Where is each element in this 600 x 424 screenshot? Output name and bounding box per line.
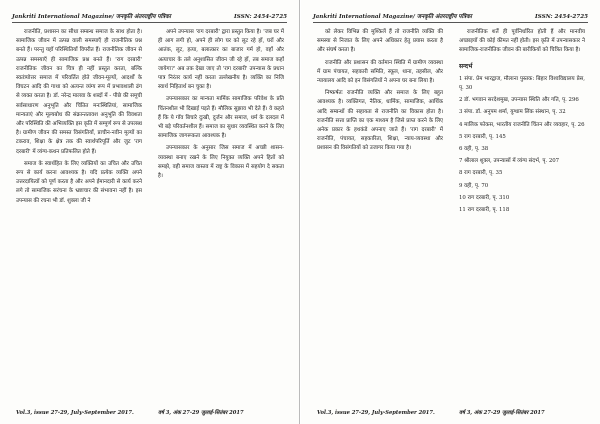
- paragraph: अपने उपन्यास 'राग दरबारी' द्वारा प्रस्तुत किया है। 'जब घर में ही आग लगी हो, अपने ही लोग घर को लूट रहे हों, घरों और आतंक, लूट, हत्या, बलात्कार का बाजार गर्म हो, वहाँ और अत्याचार के तले अनुशासित जीवन जी रहे हों, तब समाज कहाँ जायेगा?' अब तक देखा जाए तो 'राग दरबारी' उपन्यास के प्रधान पात्र निरंतर कार्य नहीं करता उल्लेखनीय है। व्यक्ति का निजि स्वार्थ निहितार्थ बन चुका है।: [158, 29, 284, 91]
- reference-item: 4 मालिक फोकस, भारतीय राजनीति चिंतन और व्यवहार, पृ. 26: [459, 121, 585, 128]
- footer-hindi: वर्ष 3, अंक 27-29 जुलाई-सितंबर 2017: [158, 410, 244, 416]
- journal-title: Jankriti International Magazine/ जनकृति अंतरराष्ट्रीय पत्रिका: [12, 14, 171, 20]
- paragraph: राजनीतिक शर्तें ही पूर्वनिर्धारित होती हैं और मानवीय अच्छाइयों की कोई कीमत नहीं होती। इस कृति में उपन्यासकार ने सामाजिक-राजनीतिक जीवन की बारीकियों को चित्रित किया है।: [459, 29, 585, 54]
- reference-item: 5 राग दरबारी, पृ. 145: [459, 133, 506, 140]
- references-list: [459, 75, 585, 215]
- paragraph: राजनीति और प्रशासन की वर्तमान स्थिति में ग्रामीण व्यवस्था में ग्राम पंचायत, सहकारी समिति, स्कूल, थाना, तहसील, और न्यायालय आदि को इन विसंगतियों ने अपना घर बना लिया है।: [317, 59, 443, 85]
- reference-item: 9 वही, पृ. 70: [459, 182, 489, 189]
- reference-item: 11 राग दरबारी, पृ. 118: [459, 207, 510, 214]
- reference-item: 2 डॉ. भगवान सरदेशमुख, उपन्यास स्थिति और गति, पृ. 296: [459, 97, 579, 104]
- text-column-2: [158, 28, 284, 408]
- reference-item: 3 संपा. डॉ. अनुपम शर्मा, युग्धाम लिंक संस्थान, पृ. 32: [459, 109, 566, 116]
- paragraph: को लेकर विभिन्न की मुश्किलें हैं तो राजनीति व्यक्ति की समस्या से निजात के लिए अपने अधिकार हेतु प्रयास करता है और संघर्ष करता है।: [317, 29, 443, 54]
- footer-hindi: वर्ष 3, अंक 27-29 जुलाई-सितंबर 2017: [459, 410, 545, 416]
- reference-item: 7 श्रीलाल शुक्ल, उपन्यासों में व्यंग्य संदर्भ, पृ. 207: [459, 158, 560, 165]
- text-column-3: [317, 28, 443, 408]
- text-column-1: [16, 28, 142, 408]
- paragraph: उपन्यासकार के अनुसार जिस समाज में अच्छी शासन-व्यवस्था बनाए रखने के लिए नियुक्त व्यक्ति अपने हितों को समझे, वही समाज वास्तव में राष्ट्र के विकास में सहयोग दे सकता है।: [158, 145, 284, 180]
- page-header: [12, 8, 287, 23]
- paragraph: राजनीति, प्रशासन का सीधा सम्बन्ध समाज के साथ होता है। सामाजिक जीवन में उत्पन्न वाली समस्याएँ ही राजनीतिक प्रश्न बनते हैं। परन्तु यहाँ परिस्थितियाँ विपरीत हैं। राजनीतिक जीवन से उत्पन्न समस्याएँ ही सामाजिक प्रश्न बनते हैं। 'राग दरबारी' राजनीतिक जीवन का चित्र ही नहीं प्रस्तुत करता, बल्कि स्वतंत्र्योत्तर समाज में परिवर्तित होते जीवन-मूल्यों, आदर्शों के विघटन आदि की गाथा को अत्यन्त व्यंग्य रूप में प्रभावशाली ढंग से व्यक्त करता है। डॉ. नरेन्द्र मालवा के शब्दों में - पीछे की समूची सर्वसाधारण अनुभूति और चिंतित मनःस्थितियां, सामाजिक मान्यताएं और मूल्यबोध की संक्रान्ततावश अनुभूति की विवशता और परिस्थिति की अभिव्यक्ति इस कृति में सम्पूर्ण रूप से उपलब्ध है। ग्रामीण जीवन की समस्त विसंगतियाँ, प्राचीन-नवीन मूल्यों का टकराव, शिक्षा के क्षेत्र तक की स्वार्थपरिपूर्ति और जुट 'राग दरबारी' में व्यंग्य-कथन प्रतिफलित होते हैं।: [16, 29, 142, 155]
- right-page: [301, 0, 600, 424]
- journal-title: Jankriti International Magazine/ जनकृति अंतरराष्ट्रीय पत्रिका: [313, 14, 472, 20]
- issn: ISSN: 2454-2725: [535, 14, 588, 20]
- reference-item: 8 राग दरबारी, पृ. 35: [459, 170, 503, 177]
- paragraph: निष्कर्षतः राजनीति व्यक्ति और समाज के लिए बहुत आवश्यक है। व्यक्तिगत, नैतिक, धार्मिक, सामाजिक, आर्थिक आदि सम्बन्धों की सहायता से राजनीति का विकास होता है। राजनीति सत्ता प्राप्ति का एक माध्यम है जिसे प्राप्त करने के लिए अनेक प्रकार के हथकंडे अपनाए जाते हैं। 'राग दरबारी' में राजनीति, पंचायत, सहकारिता, शिक्षा, न्याय-व्यवस्था और प्रशासन की विसंगतियों को उजागर किया गया है।: [317, 90, 443, 152]
- reference-item: 1 संपा. प्रेम भारद्वाज, मौलाना पुस्तक: बिहार विश्वविद्यालय प्रेस, पृ. 30: [459, 75, 585, 92]
- footer-english: Vol.3, issue 27-29, July-September 2017.: [16, 410, 134, 416]
- page-header: [313, 8, 588, 23]
- reference-item: 10 राग दरबारी, पृ. 310: [459, 194, 510, 201]
- issn: ISSN: 2454-2725: [234, 14, 287, 20]
- paragraph: उपन्यासकार का मान्यता मार्मिक सामाजिक परिवेश के प्रति चिंतनशील भी दिखाई पड़ते हैं। मौलिक सुझाव भी देते हैं। वे कहते हैं कि ये गाँव बिचारे दुःखी, दुर्जन और समाज, धर्म के दलदल में भी बड़े परिवर्तनशील हैं। समाज का सुधार व्यवस्थित करने के लिए सामाजिक जागरूकता आवश्यक है।: [158, 96, 284, 140]
- paragraph: समाज के स्वार्थहित के लिए व्यक्तियों का उचित और उचित रूप से कार्य करना आवश्यक है। यदि प्रत्येक व्यक्ति अपने उत्तरदायित्वों को पूर्ण करता है और अपने ईमानदारी से कार्य करने लगे तो सामाजिक सरंचना के भ्रष्टाचार की संभावना नहीं है। इस उपन्यास की रचना भी डॉ. शुक्ला जी ने: [16, 160, 142, 204]
- footer-english: Vol.3, issue 27-29, July-September 2017.: [317, 410, 435, 416]
- reference-item: 6 वही, पृ. 38: [459, 146, 489, 153]
- references-heading: सन्दर्भ: [459, 62, 473, 70]
- text-column-4: [459, 28, 585, 408]
